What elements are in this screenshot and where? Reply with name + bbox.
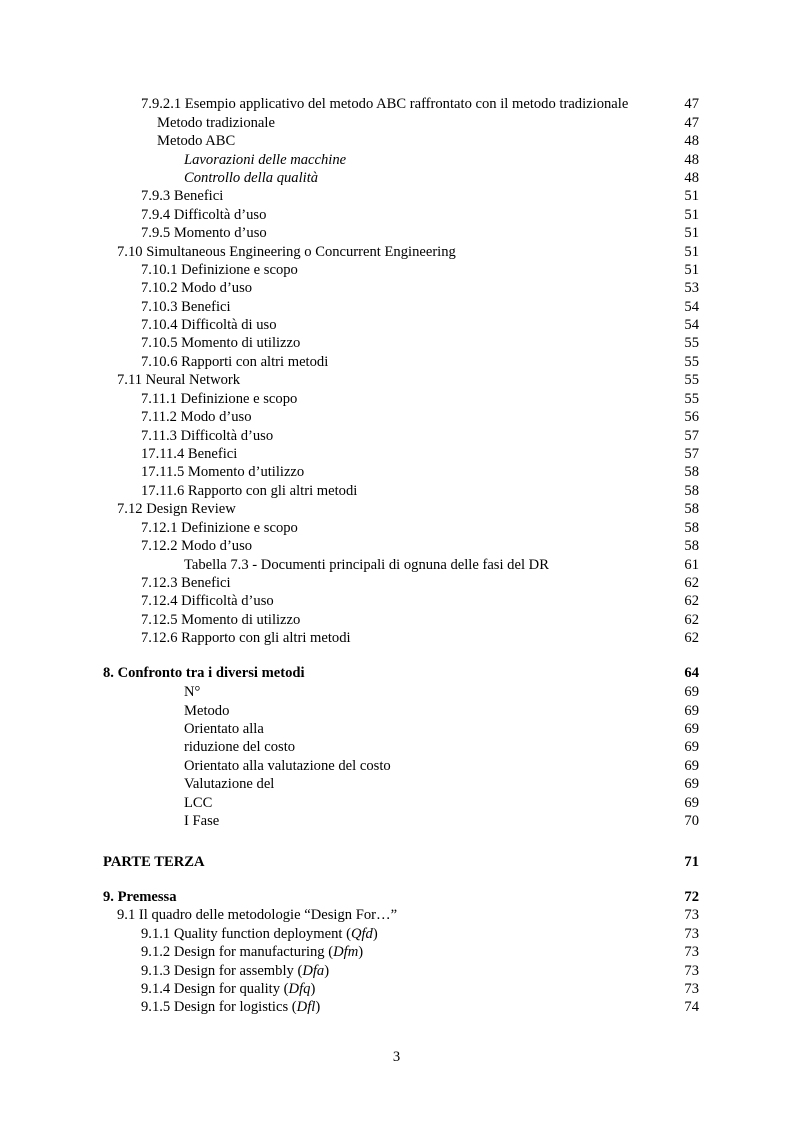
toc-entry-page: 51 (684, 188, 699, 204)
toc-entry (0, 206, 793, 225)
toc-entry-page: 54 (684, 317, 699, 333)
toc-entry-label: 9.1 Il quadro delle metodologie “Design For…” (117, 907, 398, 923)
toc-entry (0, 95, 793, 114)
toc-entry-label: Metodo tradizionale (157, 115, 275, 131)
toc-entry (0, 702, 793, 721)
toc-entry (0, 224, 793, 243)
toc-entry-label: Metodo (184, 703, 230, 719)
toc-entry (0, 537, 793, 556)
toc-entry-label: Orientato alla (184, 721, 264, 737)
toc-entry (0, 720, 793, 739)
toc-entry-label: 7.9.2.1 Esempio applicativo del metodo ABC raffrontato con il metodo tradizionale (141, 96, 629, 112)
toc-entry-label: 7.11.3 Difficoltà d’uso (141, 428, 274, 444)
toc-entry-page: 58 (684, 538, 699, 554)
toc-entry-page: 51 (684, 225, 699, 241)
toc-entry (0, 482, 793, 501)
toc-entry-label: I Fase (184, 813, 220, 829)
toc-entry (0, 592, 793, 611)
toc-entry-label: 7.12.1 Definizione e scopo (141, 520, 298, 536)
toc-entry-label: 7.10.2 Modo d’uso (141, 280, 253, 296)
toc-entry-page: 51 (684, 207, 699, 223)
toc-entry (0, 962, 793, 981)
toc-entry-label (141, 943, 363, 962)
toc-chapter (0, 664, 793, 683)
toc-entry-label: 7.10.1 Definizione e scopo (141, 262, 298, 278)
toc-entry-label: 17.11.4 Benefici (141, 446, 238, 462)
toc-entry-page: 57 (684, 428, 699, 444)
toc-entry (0, 611, 793, 630)
toc-entry-label: 7.11 Neural Network (117, 372, 241, 388)
toc-entry-label: PARTE TERZA (103, 854, 205, 870)
toc-entry-label: 8. Confronto tra i diversi metodi (103, 665, 305, 681)
toc-entry-label: Tabella 7.3 - Documenti principali di ognuna delle fasi del DR (184, 557, 549, 573)
toc-entry-page: 61 (684, 557, 699, 573)
toc-entry-label (141, 998, 320, 1017)
toc-entry-page: 62 (684, 575, 699, 591)
toc-entry-page: 70 (684, 813, 699, 829)
toc-entry-label-text: 9.1.1 Quality function deployment ( (141, 926, 351, 942)
toc-entry-label: 7.12.2 Modo d’uso (141, 538, 253, 554)
toc-entry (0, 261, 793, 280)
toc-entry (0, 925, 793, 944)
toc-entry-page: 48 (684, 152, 699, 168)
toc-entry-page: 62 (684, 630, 699, 646)
toc-entry (0, 427, 793, 446)
toc-entry (0, 353, 793, 372)
toc-entry (0, 683, 793, 702)
toc-entry (0, 151, 793, 170)
toc-entry-label: Lavorazioni delle macchine (184, 152, 347, 168)
toc-entry-page: 69 (684, 703, 699, 719)
toc-entry-page: 48 (684, 170, 699, 186)
toc-entry-abbrev: Dfl (296, 999, 316, 1015)
toc-entry-page: 51 (684, 262, 699, 278)
toc-entry-label: LCC (184, 795, 213, 811)
toc-entry-label: 7.9.3 Benefici (141, 188, 224, 204)
toc-entry-page: 73 (684, 907, 699, 923)
toc-entry-label-text: 9.1.2 Design for manufacturing ( (141, 944, 334, 960)
toc-entry (0, 519, 793, 538)
toc-entry (0, 187, 793, 206)
toc-entry-page: 69 (684, 795, 699, 811)
toc-entry (0, 757, 793, 776)
toc-entry-page: 69 (684, 758, 699, 774)
toc-entry-page: 73 (684, 981, 699, 997)
toc-entry (0, 243, 793, 262)
toc-entry-label: 7.11.2 Modo d’uso (141, 409, 252, 425)
toc-entry-label: 7.10 Simultaneous Engineering o Concurrent Engineering (117, 244, 456, 260)
toc-entry-label: 7.10.5 Momento di utilizzo (141, 335, 301, 351)
page-number: 3 (392, 1049, 401, 1065)
toc-entry (0, 574, 793, 593)
toc-entry-label: 7.12.6 Rapporto con gli altri metodi (141, 630, 351, 646)
toc-entry-abbrev: Qfd (350, 926, 373, 942)
toc-entry (0, 298, 793, 317)
toc-entry-page: 64 (684, 665, 699, 681)
toc-entry-page: 73 (684, 963, 699, 979)
toc-entry-page: 51 (684, 244, 699, 260)
toc-entry (0, 445, 793, 464)
toc-entry (0, 629, 793, 648)
toc-entry (0, 169, 793, 188)
toc-entry-label: riduzione del costo (184, 739, 296, 755)
toc-entry-label: 7.10.3 Benefici (141, 299, 231, 315)
toc-entry-label-text: 9.1.5 Design for logistics ( (141, 999, 297, 1015)
toc-entry-label: Metodo ABC (157, 133, 236, 149)
toc-entry-page: 58 (684, 464, 699, 480)
toc-entry-label-close: ) (324, 963, 330, 979)
toc-entry-label: Valutazione del (184, 776, 275, 792)
toc-entry-label: 7.12.4 Difficoltà d’uso (141, 593, 274, 609)
toc-entry-label: 7.9.5 Momento d’uso (141, 225, 267, 241)
toc-entry (0, 279, 793, 298)
toc-entry-abbrev: Dfq (288, 981, 311, 997)
toc-entry (0, 114, 793, 133)
toc-entry-label: N° (184, 684, 201, 700)
toc-entry (0, 738, 793, 757)
toc-entry (0, 500, 793, 519)
toc-entry-abbrev: Dfm (333, 944, 359, 960)
toc-entry-page: 72 (684, 889, 699, 905)
toc-entry-page: 58 (684, 501, 699, 517)
toc-entry-page: 69 (684, 739, 699, 755)
toc-entry-page: 48 (684, 133, 699, 149)
toc-entry-label-text: 9.1.4 Design for quality ( (141, 981, 289, 997)
toc-entry (0, 371, 793, 390)
toc-entry-label: 7.10.4 Difficoltà di uso (141, 317, 277, 333)
toc-entry (0, 334, 793, 353)
toc-entry (0, 316, 793, 335)
toc-entry (0, 812, 793, 831)
toc-entry-label-close: ) (372, 926, 378, 942)
toc-entry-page: 53 (684, 280, 699, 296)
toc-entry-page: 58 (684, 483, 699, 499)
toc-part (0, 853, 793, 872)
toc-entry-page: 58 (684, 520, 699, 536)
toc-entry-page: 69 (684, 684, 699, 700)
toc-entry-page: 62 (684, 612, 699, 628)
toc-entry-label (141, 962, 329, 981)
toc-entry-page: 69 (684, 721, 699, 737)
toc-entry-label: 7.12 Design Review (117, 501, 236, 517)
toc-entry-label-close: ) (310, 981, 316, 997)
toc-entry (0, 390, 793, 409)
toc-entry-label: 17.11.5 Momento d’utilizzo (141, 464, 305, 480)
toc-entry-label: 7.10.6 Rapporti con altri metodi (141, 354, 329, 370)
toc-entry-label: 9. Premessa (103, 889, 177, 905)
toc-entry (0, 794, 793, 813)
toc-entry-page: 56 (684, 409, 699, 425)
toc-entry-page: 71 (684, 854, 699, 870)
toc-entry (0, 408, 793, 427)
toc-entry-label: 7.12.5 Momento di utilizzo (141, 612, 301, 628)
toc-entry-label: 7.9.4 Difficoltà d’uso (141, 207, 267, 223)
toc-entry-page: 54 (684, 299, 699, 315)
toc-entry-page: 62 (684, 593, 699, 609)
toc-entry-page: 47 (684, 96, 699, 112)
toc-entry (0, 980, 793, 999)
toc-entry-label: 7.12.3 Benefici (141, 575, 231, 591)
toc-entry-label: 7.11.1 Definizione e scopo (141, 391, 298, 407)
toc-entry-page: 55 (684, 372, 699, 388)
toc-chapter (0, 888, 793, 907)
toc-entry-label (141, 925, 378, 944)
toc-entry-label: Orientato alla valutazione del costo (184, 758, 391, 774)
toc-entry-page: 69 (684, 776, 699, 792)
toc-entry-label-text: 9.1.3 Design for assembly ( (141, 963, 303, 979)
toc-entry-page: 55 (684, 335, 699, 351)
toc-entry-page: 47 (684, 115, 699, 131)
toc-entry-label: Controllo della qualità (184, 170, 319, 186)
toc-entry (0, 132, 793, 151)
toc-entry-page: 57 (684, 446, 699, 462)
toc-entry-label (141, 980, 315, 999)
toc-entry (0, 556, 793, 575)
toc-entry-page: 55 (684, 354, 699, 370)
toc-entry-label-close: ) (358, 944, 364, 960)
toc-entry-abbrev: Dfa (302, 963, 325, 979)
toc-entry (0, 998, 793, 1017)
toc-entry (0, 943, 793, 962)
toc-entry (0, 775, 793, 794)
toc-entry-page: 55 (684, 391, 699, 407)
toc-entry (0, 463, 793, 482)
toc-entry-page: 73 (684, 944, 699, 960)
toc-entry-page: 73 (684, 926, 699, 942)
toc-entry-label: 17.11.6 Rapporto con gli altri metodi (141, 483, 358, 499)
toc-entry (0, 906, 793, 925)
toc-entry-page: 74 (684, 999, 699, 1015)
toc-entry-label-close: ) (315, 999, 321, 1015)
